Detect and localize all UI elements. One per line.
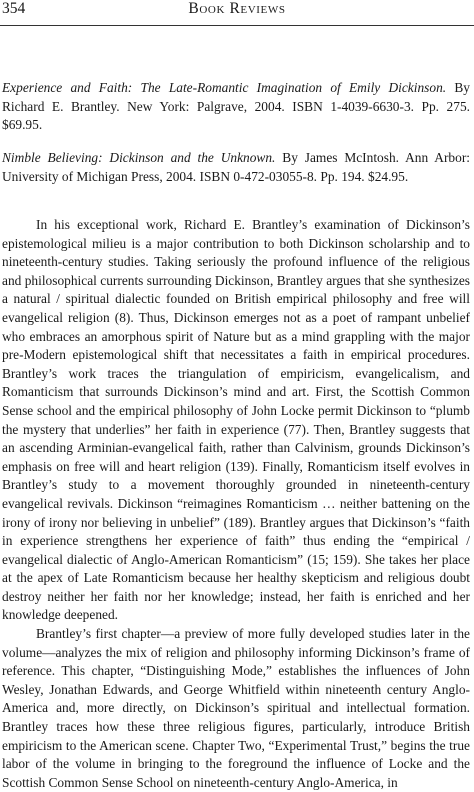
book-details: By James McIntosh. Ann Arbor: University of Michigan Press, 2004. ISBN 0-472-03055-8. Pp. 194. $24.95. [2, 150, 470, 184]
header-rule [0, 25, 474, 26]
bibliographic-entry [2, 149, 470, 186]
book-title: Nimble Believing: Dickinson and the Unknown. [2, 150, 276, 165]
paragraph: Brantley’s first chapter—a preview of more fully developed studies later in the volume—analyzes the mix of religion and philosophy informing Dickinson’s frame of reference. This chapter, “Distinguishing Mode,” establishes the influences of John Wesley, Jonathan Edwards, and George Whitfield within nineteenth century Anglo-America and, more directly, on Dickinson’s spiritual and intellectual formation. Brantley traces how these three religious figures, particularly, introduce British empiricism to the American scene. Chapter Two, “Experimental Trust,” begins the true labor of the volume in bringing to the foreground the influence of Locke and the Scottish Common Sense School on nineteenth-century Anglo-America, in [2, 626, 470, 790]
page-number: 354 [2, 0, 26, 17]
paragraph: In his exceptional work, Richard E. Brantley’s examination of Dickinson’s epistemological milieu is a major contribution to both Dickinson scholarship and to nineteenth-century studies. Taking seriously the profound influence of the religious and philosophical currents surrounding Dickinson, Brantley argues that she synthesizes a natural / spiritual dialectic founded on British empirical philosophy and free will evangelical religion (8). Thus, Dickinson emerges not as a poet of rampant unbelief who embraces an amorphous spirit of Nature but as a mind grappling with the major pre-Modern epistemological shift that necessitates a faith in empirical procedures. Brantley’s work traces the triangulation of empiricism, evangelicalism, and Romanticism that surrounds Dickinson’s mind and art. First, the Scottish Common Sense school and the empirical philosophy of John Locke permit Dickinson to “plumb the mystery that underlies” her faith in experience (77). Then, Brantley suggests that an ascending Arminian-evangelical faith, rather than Calvinism, grounds Dickinson’s emphasis on free will and heart religion (139). Finally, Romanticism itself evolves in Brantley’s study to a movement thoroughly grounded in nineteenth-century evangelical revivals. Dickinson “reimagines Romanticism … neither battening on the irony of irony nor believing in unbelief” (189). Brantley argues that Dickinson’s “faith in experience strengthens her experience of faith” thus ending the “empirical / evangelical dialectic of Anglo-American Romanticism” (15; 159). She takes her place at the apex of Late Romanticism because her healthy skepticism and religious doubt destroy neither her faith nor her knowledge; instead, her faith is enriched and her knowledge deepened. [2, 217, 470, 623]
book-title: Experience and Faith: The Late-Romantic Imagination of Emily Dickinson. [2, 80, 447, 95]
book-details: By Richard E. Brantley. New York: Palgrave, 2004. ISBN 1-4039-6630-3. Pp. 275. $69.95. [2, 80, 470, 133]
running-head: Book Reviews [188, 0, 286, 17]
page-header [0, 0, 474, 20]
review-body [2, 216, 470, 792]
bibliographic-entry [2, 79, 470, 135]
